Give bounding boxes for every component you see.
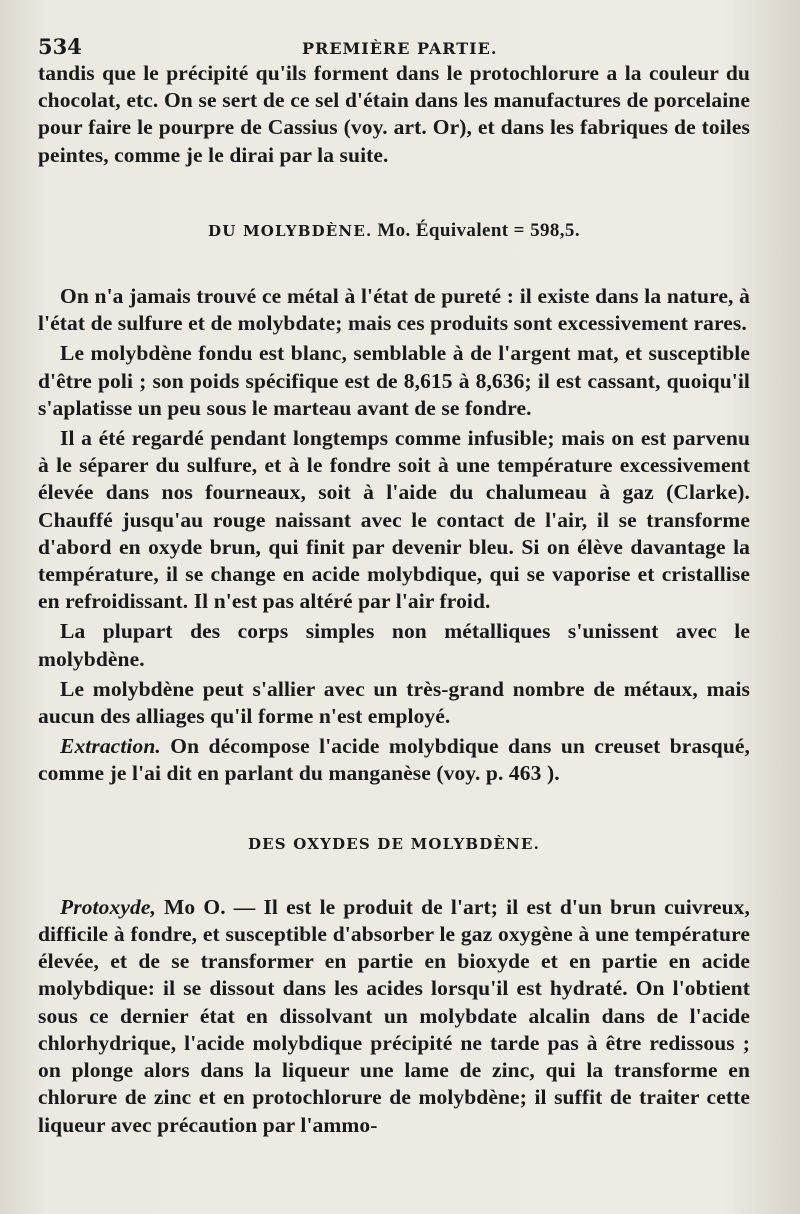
extraction-label: Extraction. [60, 734, 161, 759]
section-heading [38, 217, 750, 245]
subsection-heading-title: DES OXYDES DE MOLYBDÈNE. [247, 834, 541, 853]
intro-paragraph: tandis que le précipité qu'ils forment dans le protochlorure a la couleur du chocolat, etc. On se sert de ce sel d'étain dans les manufactures de porcelaine pour faire le pourpre de Cassius (voy. art. Or), et dans les fabriques de toiles peintes, comme je le dirai par la suite. [38, 61, 750, 167]
page-body [38, 60, 750, 1139]
paragraph-extraction [38, 733, 750, 787]
protoxyde-formula: Mo O. [155, 894, 226, 919]
page-number: 534 [38, 34, 82, 59]
section-heading-title: DU MOLYBDÈNE. [208, 221, 373, 240]
paragraph-alloys: Le molybdène peut s'allier avec un très-grand nombre de métaux, mais aucun des alliages qu'il forme n'est employé. [38, 676, 750, 729]
paragraph-protoxyde [38, 894, 750, 1139]
protoxyde-label: Protoxyde, [60, 894, 156, 919]
extraction-text: On décompose l'acide molybdique dans un creuset brasqué, comme je l'ai dit en parlant du manganèse (voy. p. 463 ). [38, 734, 750, 786]
protoxyde-text: — Il est le produit de l'art; il est d'un brun cuivreux, difficile à fondre, et susceptible d'absorber le gaz oxygène à une température élevée, et de se transformer en partie en bioxyde et en partie en acide molybdique: il se dissout dans les acides lorsqu'il est hydraté. On l'obtient sous ce dernier état en dissolvant un molybdate alcalin dans de l'acide chlorhydrique, l'acide molybdique précipité ne tarde pas à être redissous ; on plonge alors dans la liqueur une lame de zinc, qui la transforme en chlorure de zinc et en protochlorure de molybdène; il suffit de traiter cette liqueur avec précaution par l'ammo- [38, 894, 750, 1137]
page-header [38, 0, 750, 66]
paragraph-occurrence: On n'a jamais trouvé ce métal à l'état de pureté : il existe dans la nature, à l'état de sulfure et de molybdate; mais ces produits sont excessivement rares. [38, 284, 750, 336]
subsection-heading [38, 830, 750, 858]
running-title: PREMIÈRE PARTIE. [302, 39, 498, 58]
paragraph-nonmetals: La plupart des corps simples non métalliques s'unissent avec le molybdène. [38, 619, 750, 671]
section-heading-formula: Mo. Équivalent = 598,5. [377, 219, 580, 241]
paragraph-properties: Le molybdène fondu est blanc, semblable à de l'argent mat, et susceptible d'être poli ; son poids spécifique est de 8,615 à 8,636; il est cassant, quoiqu'il s'aplatisse un peu sous le marteau avant de se fondre. [38, 341, 750, 420]
paragraph-fusibility: Il a été regardé pendant longtemps comme infusible; mais on est parvenu à le séparer du sulfure, et à le fondre soit à une température excessivement élevée dans nos fourneaux, soit à l'aide du chalumeau à gaz (Clarke). Chauffé jusqu'au rouge naissant avec le contact de l'air, il se transforme d'abord en oxyde brun, qui finit par devenir bleu. Si on élève davantage la température, il se change en acide molybdique, qui se vaporise et cristallise en refroidissant. Il n'est pas altéré par l'air froid. [38, 426, 750, 614]
